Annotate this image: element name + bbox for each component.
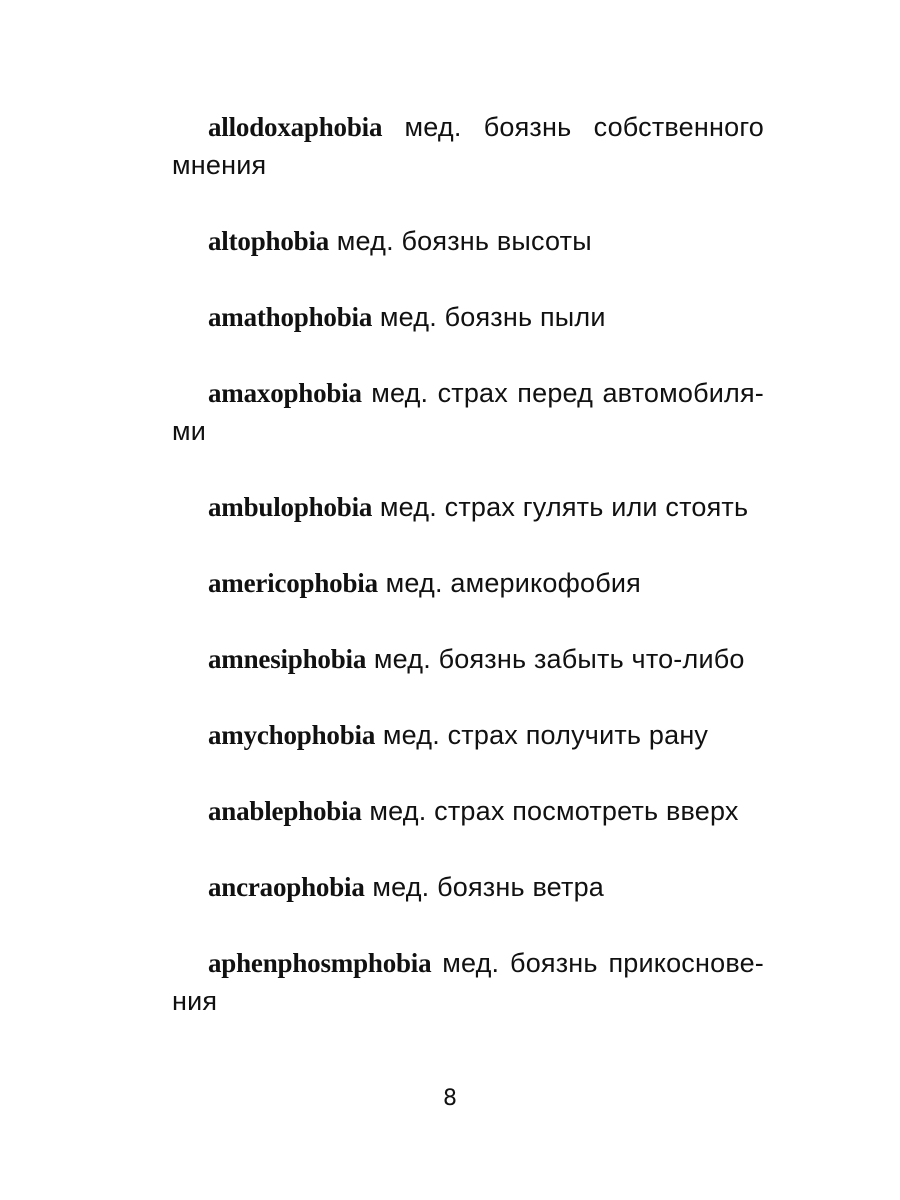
dictionary-entry-aphenphosmphobia (172, 944, 764, 1020)
entry-definition: мед. боязнь забыть что-либо (373, 644, 745, 674)
entry-term: ambulophobia (208, 492, 373, 522)
dictionary-page (172, 108, 764, 1058)
entry-definition: мед. страх перед автомобиля-ми (172, 378, 764, 446)
dictionary-entry-allodoxaphobia (172, 108, 764, 184)
entry-term: amathophobia (208, 302, 373, 332)
entry-definition: мед. америкофобия (385, 568, 641, 598)
entry-definition: мед. боязнь высоты (336, 226, 592, 256)
entry-term: ancraophobia (208, 872, 365, 902)
entry-term: amnesiphobia (208, 644, 367, 674)
dictionary-entry-amathophobia (172, 298, 764, 336)
page-number: 8 (443, 1086, 457, 1111)
entry-definition: мед. страх гулять или стоять (379, 492, 749, 522)
dictionary-entry-amychophobia (172, 716, 764, 754)
entry-term: americophobia (208, 568, 378, 598)
dictionary-entry-ancraophobia (172, 868, 764, 906)
entry-term: amaxophobia (208, 378, 362, 408)
entry-term: allodoxaphobia (208, 112, 383, 142)
entry-definition: мед. боязнь собственного мнения (172, 112, 764, 180)
entry-term: anablephobia (208, 796, 362, 826)
dictionary-entry-anablephobia (172, 792, 764, 830)
dictionary-entry-amaxophobia (172, 374, 764, 450)
entry-definition: мед. страх посмотреть вверх (369, 796, 739, 826)
entry-term: aphenphosmphobia (208, 948, 432, 978)
entry-term: amychophobia (208, 720, 376, 750)
entry-term: altophobia (208, 226, 330, 256)
entry-definition: мед. боязнь пыли (379, 302, 606, 332)
dictionary-entry-altophobia (172, 222, 764, 260)
dictionary-entry-amnesiphobia (172, 640, 764, 678)
entry-definition: мед. боязнь ветра (372, 872, 605, 902)
dictionary-entry-ambulophobia (172, 488, 764, 526)
entry-definition: мед. боязнь прикоснове-ния (172, 948, 764, 1016)
dictionary-entry-americophobia (172, 564, 764, 602)
entry-definition: мед. страх получить рану (382, 720, 709, 750)
